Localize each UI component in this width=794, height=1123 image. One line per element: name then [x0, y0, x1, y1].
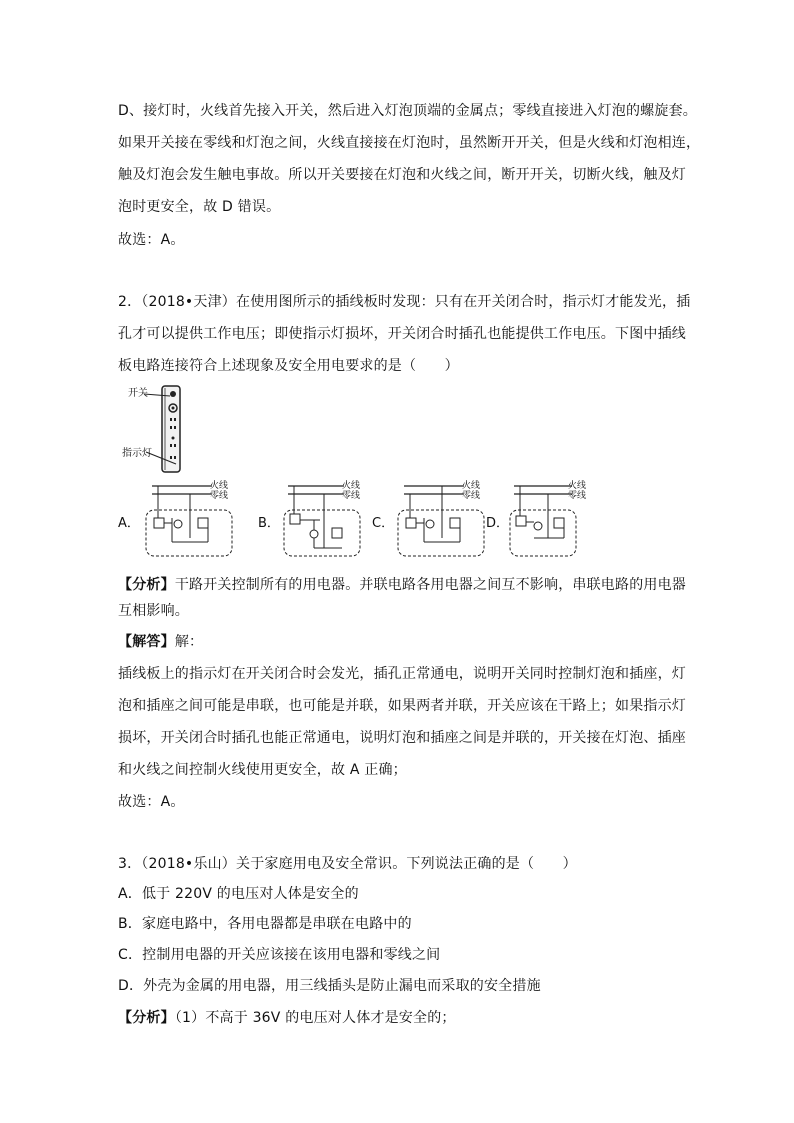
text-line: 泡时更安全，故 D 错误。: [118, 199, 281, 215]
circuit-drawing-d: [506, 478, 606, 560]
neutral-wire-label: 零线: [210, 491, 229, 501]
answer-line: 故选：A。: [118, 794, 185, 810]
solution-header: [118, 632, 678, 652]
text-line: 如果开关接在零线和灯泡之间，火线直接接在灯泡时，虽然断开开关，但是火线和灯泡相连，: [118, 135, 701, 151]
solution-line: 损坏，开关闭合时插孔也能正常通电，说明灯泡和插座之间是并联的，开关接在灯泡、插座: [118, 730, 686, 746]
solution-tag: 【解答】: [118, 634, 175, 650]
analysis-line: [118, 575, 687, 595]
circuit-diagram-b: [280, 478, 370, 560]
circuit-diagram-d: [506, 478, 606, 560]
text-line: D、接灯时，火线首先接入开关，然后进入灯泡顶端的金属点；零线直接进入灯泡的螺旋套。: [118, 103, 697, 119]
analysis-line: 互相影响。: [118, 603, 189, 619]
live-wire-label: 火线: [210, 481, 229, 491]
question-3-stem: 3．（2018•乐山）关于家庭用电及安全常识。下列说法正确的是（ ）: [118, 856, 577, 872]
solution-suffix: 解：: [174, 634, 204, 650]
question-3-option-d: D．外壳为金属的用电器，用三线插头是防止漏电而采取的安全措施: [118, 978, 541, 994]
answer-line: 故选：A。: [118, 232, 185, 248]
circuit-diagram-c: [394, 478, 494, 560]
text-line: 触及灯泡会发生触电事故。所以开关要接在灯泡和火线之间，断开开关，切断火线，触及灯: [118, 167, 686, 183]
question-3-option-c: C．控制用电器的开关应该接在该用电器和零线之间: [118, 947, 441, 963]
question-3-option-a: A．低于 220V 的电压对人体是安全的: [118, 886, 359, 902]
question-2-stem: 孔才可以提供工作电压；即使指示灯损坏，开关闭合时插孔也能提供工作电压。下图中插线: [118, 326, 686, 342]
solution-line: 泡和插座之间可能是串联，也可能是并联，如果两者并联，开关应该在干路上；如果指示灯: [118, 698, 686, 714]
analysis-text: 干路开关控制所有的用电器。并联电路各用电器之间互不影响，串联电路的用电器: [174, 577, 687, 593]
analysis-line: [118, 1008, 678, 1028]
neutral-wire-label: 零线: [568, 491, 587, 501]
question-2-stem: 板电路连接符合上述现象及安全用电要求的是（ ）: [118, 358, 459, 374]
live-wire-label: 火线: [342, 481, 361, 491]
neutral-wire-label: 零线: [342, 491, 361, 501]
power-strip-figure: [118, 384, 193, 474]
option-label-b: B．: [258, 516, 280, 531]
option-label-d: D．: [486, 516, 510, 531]
question-3-option-b: B．家庭电路中，各用电器都是串联在电路中的: [118, 916, 412, 932]
switch-label: 开关: [128, 388, 148, 399]
analysis-text: （1）不高于 36V 的电压对人体才是安全的；: [174, 1010, 456, 1026]
analysis-tag: 【分析】: [118, 577, 175, 593]
indicator-label: 指示灯: [122, 448, 152, 459]
circuit-diagram-a: [142, 478, 242, 560]
live-wire-label: 火线: [462, 481, 481, 491]
neutral-wire-label: 零线: [462, 491, 481, 501]
option-label-c: C．: [372, 516, 395, 531]
solution-line: 和火线之间控制火线使用更安全，故 A 正确；: [118, 762, 407, 778]
analysis-tag: 【分析】: [118, 1010, 175, 1026]
solution-line: 插线板上的指示灯在开关闭合时会发光，插孔正常通电，说明开关同时控制灯泡和插座，灯: [118, 666, 686, 682]
option-label-a: A．: [118, 516, 140, 531]
live-wire-label: 火线: [568, 481, 587, 491]
question-2-stem: 2．（2018•天津）在使用图所示的插线板时发现：只有在开关闭合时，指示灯才能发光，插: [118, 294, 691, 310]
